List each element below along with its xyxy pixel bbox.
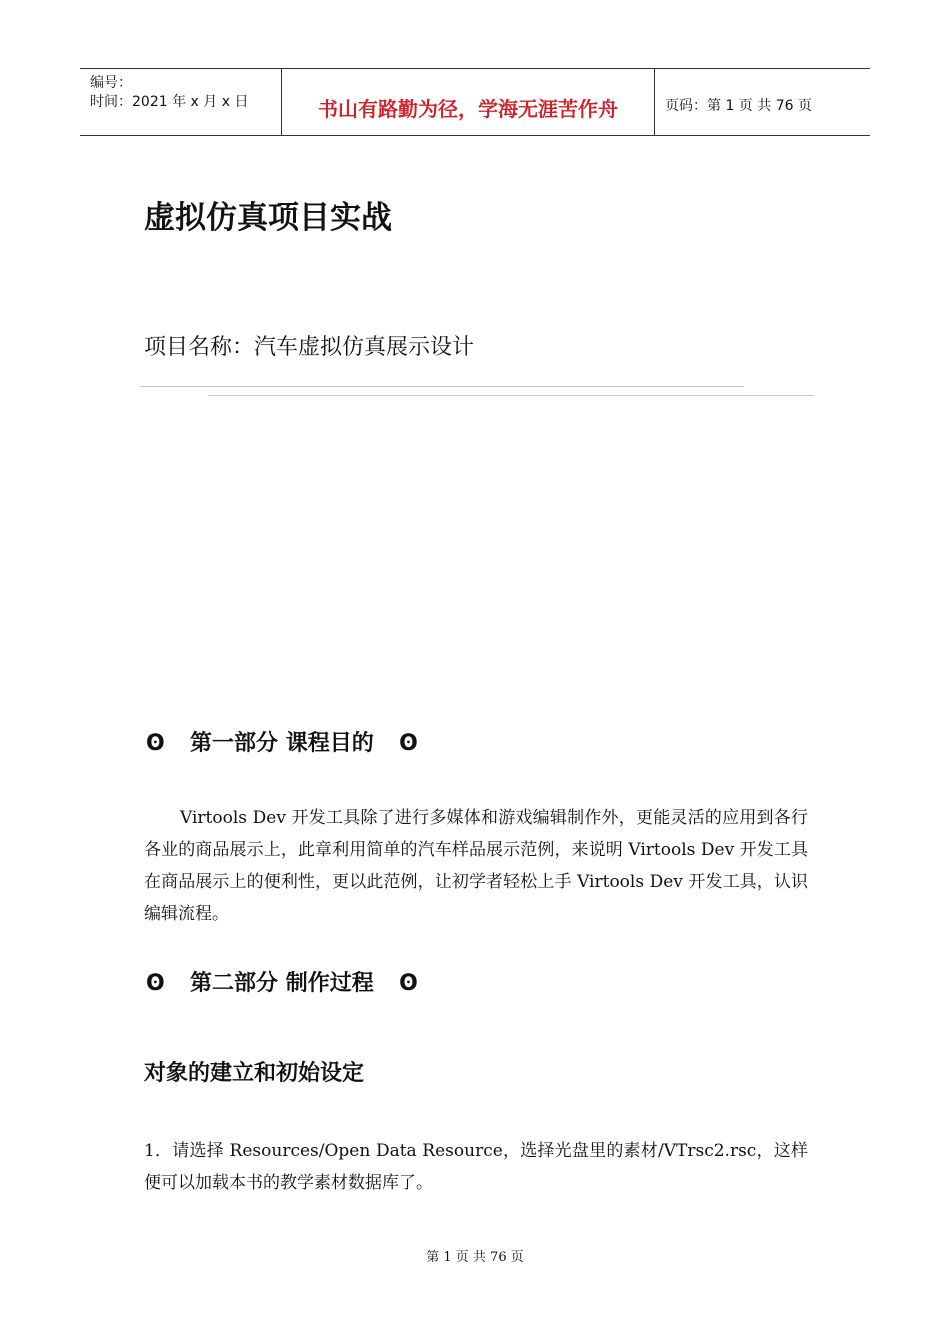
section-marker-icon: ʘ bbox=[399, 731, 418, 756]
serial-number-label: 编号： bbox=[90, 75, 132, 91]
step-paragraph: 1．请选择 Resources/Open Data Resource，选择光盘里的素材/VTrsc2.rsc，这样便可以加载本书的教学素材数据库了。 bbox=[144, 1141, 808, 1193]
section-marker-icon: ʘ bbox=[399, 971, 418, 996]
section-heading-purpose bbox=[146, 726, 418, 757]
project-name: 项目名称：汽车虚拟仿真展示设计 bbox=[144, 335, 475, 360]
header-meta-cell bbox=[80, 69, 282, 135]
header-page-cell bbox=[655, 69, 870, 135]
divider-line bbox=[140, 386, 744, 387]
date-label: 时间：2021 年 x 月 x 日 bbox=[90, 94, 249, 110]
section-marker-icon: ʘ bbox=[146, 731, 165, 756]
divider-line bbox=[208, 395, 814, 396]
page-footer: 第 1 页 共 76 页 bbox=[426, 1250, 524, 1265]
section-heading-text: 第二部分 制作过程 bbox=[190, 971, 374, 996]
section-marker-icon: ʘ bbox=[146, 971, 165, 996]
section-heading-text: 第一部分 课程目的 bbox=[190, 731, 374, 756]
header-motto: 书山有路勤为径，学海无涯苦作舟 bbox=[318, 97, 618, 121]
header-motto-cell bbox=[282, 69, 655, 135]
subsection-heading: 对象的建立和初始设定 bbox=[144, 1061, 365, 1086]
document-title: 虚拟仿真项目实战 bbox=[144, 200, 392, 236]
section-heading-process bbox=[146, 966, 418, 997]
purpose-paragraph: Virtools Dev 开发工具除了进行多媒体和游戏编辑制作外，更能灵活的应用到各行各业的商品展示上，此章利用简单的汽车样品展示范例，来说明 Virtools Dev 开发工具在商品展示上的便利性，更以此范例，让初学者轻松上手 Virtools Dev 开发工具，认识编辑流程。 bbox=[144, 808, 808, 924]
document-header bbox=[80, 68, 870, 136]
header-page-number: 页码：第 1 页 共 76 页 bbox=[665, 98, 812, 114]
